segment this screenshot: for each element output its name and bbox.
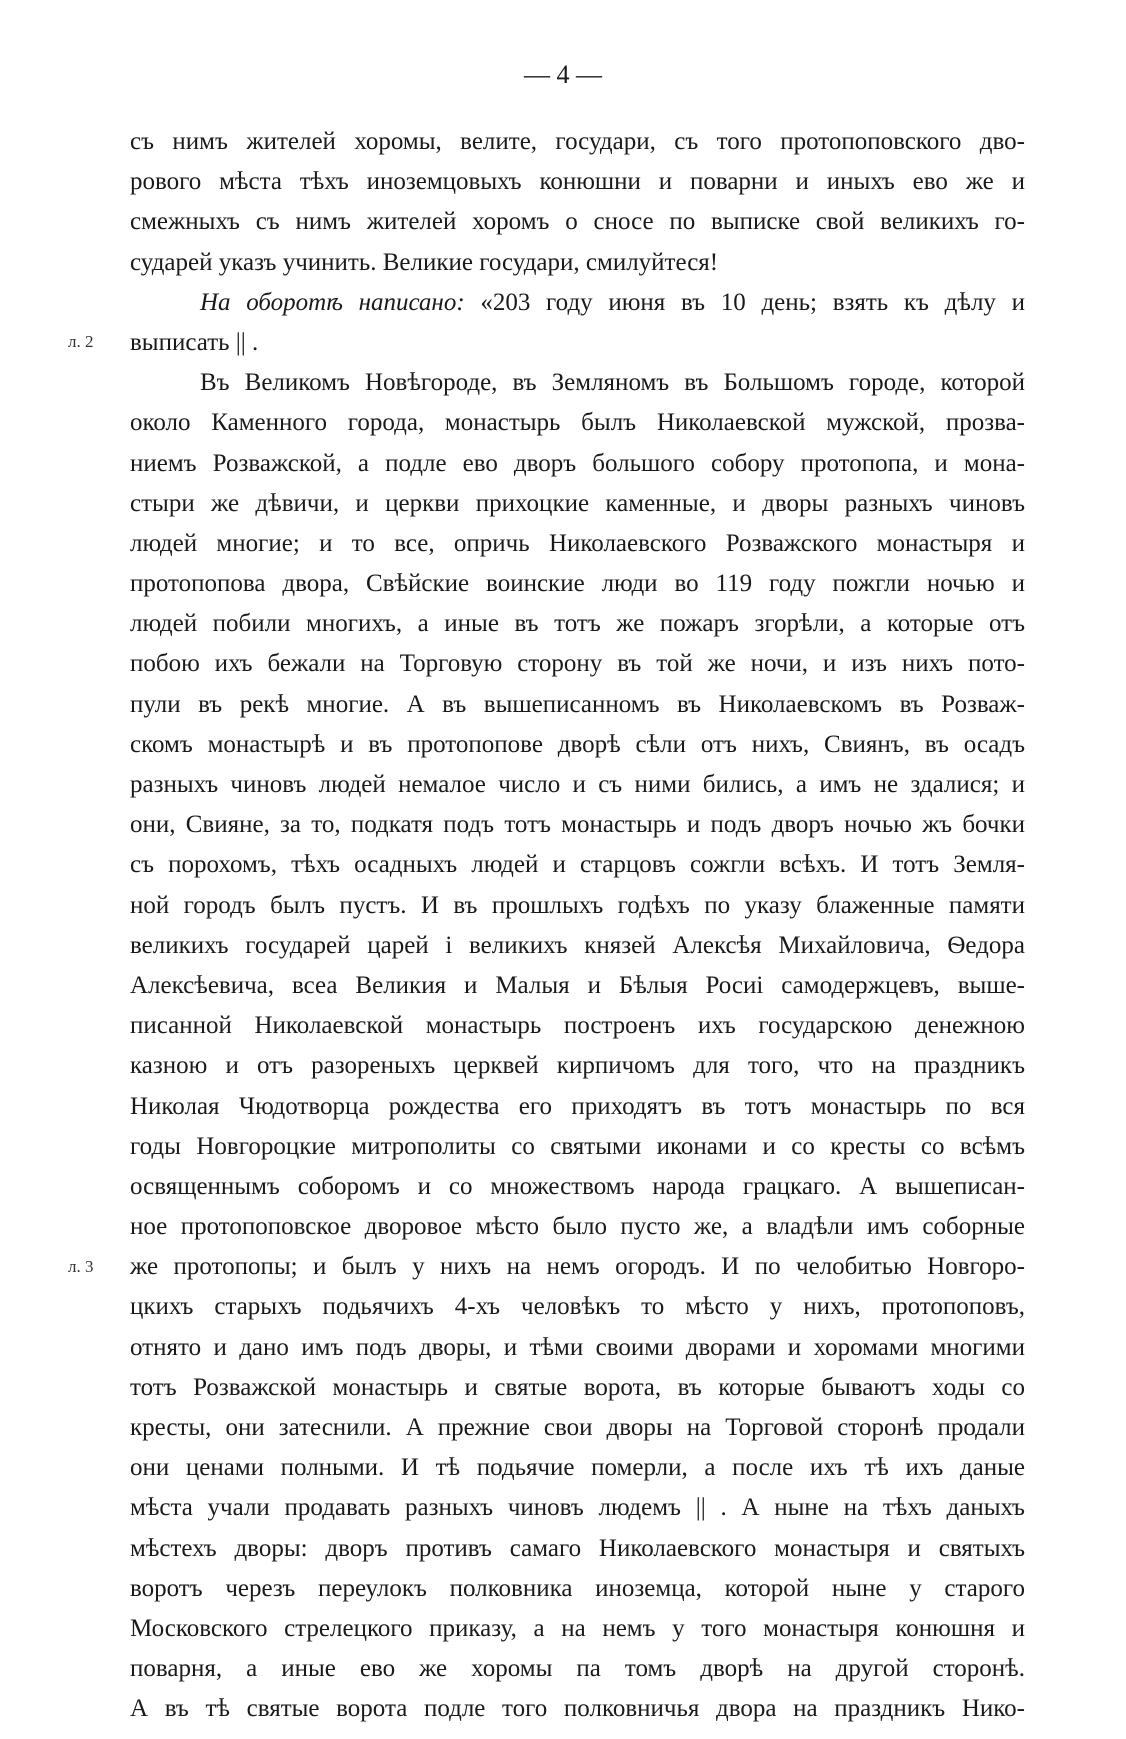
text-line: годы Новгороцкие митрополиты со святыми иконами и со кресты со всѣмъ: [130, 1132, 1025, 1160]
text-line: Въ Великомъ Новѣгороде, въ Земляномъ въ Большомъ городе, которой: [200, 369, 1025, 397]
text-line: протопопова двора, Свѣйские воинские люди во 119 году пожгли ночью и: [130, 570, 1025, 598]
margin-note-leaf-3: л. 3: [68, 1257, 94, 1276]
text-line: цкихъ старыхъ подьячихъ 4-хъ человѣкъ то мѣсто у нихъ, протопоповъ,: [130, 1293, 1025, 1321]
text-line: пули въ рекѣ многие. А въ вышеписанномъ въ Николаевскомъ въ Розваж-: [130, 690, 1025, 718]
text-line: съ нимъ жителей хоромы, велите, государи, съ того протопоповского дво-: [130, 128, 1025, 155]
text-line: воротъ черезъ переулокъ полковника иноземца, которой ныне у старого: [130, 1574, 1025, 1602]
text-line: людей многие; и то все, опричь Николаевского Розважского монастыря и: [130, 529, 1025, 557]
text-line: Николая Чюдотворца рождества его приходятъ въ тотъ монастырь по вся: [130, 1092, 1025, 1120]
text-line: ное протопоповское дворовое мѣсто было пусто же, а владѣли имъ соборные: [130, 1213, 1025, 1241]
page-number: — 4 —: [524, 60, 602, 89]
endorsement-text: «203 году июня въ 10 день; взять къ дѣлу и: [464, 288, 1025, 316]
text-line: же протопопы; и былъ у нихъ на немъ огородъ. И по челобитью Новгоро-: [130, 1253, 1025, 1281]
text-line: ниемъ Розважской, а подле ево дворъ большого собору протопопа, и мона-: [130, 449, 1025, 477]
text-line: выписать || .: [130, 328, 259, 356]
text-line: ной городъ былъ пустъ. И въ прошлыхъ годѣхъ по указу блаженные памяти: [130, 891, 1025, 919]
text-line: скомъ монастырѣ и въ протопопове дворѣ сѣли отъ нихъ, Свиянъ, въ осадъ: [130, 730, 1025, 758]
text-line: Алексѣевича, всеа Великия и Малыя и Бѣлыя Росиі самодержцевъ, выше-: [130, 971, 1025, 999]
text-line: кресты, они затеснили. А прежние свои дворы на Торговой сторонѣ продали: [130, 1414, 1025, 1441]
text-line: мѣста учали продавать разныхъ чиновъ людемъ || . А ныне на тѣхъ даныхъ: [130, 1494, 1025, 1522]
text-line: около Каменного города, монастырь былъ Николаевской мужской, прозва-: [130, 409, 1025, 437]
text-line: Московского стрелецкого приказу, а на немъ у того монастыря конюшня и: [130, 1614, 1025, 1642]
text-line: съ порохомъ, тѣхъ осадныхъ людей и старцовъ сожгли всѣхъ. И тотъ Земля-: [130, 851, 1025, 879]
text-line: А въ тѣ святые ворота подле того полковничья двора на праздникъ Нико-: [130, 1695, 1025, 1723]
text-line: они ценами полными. И тѣ подьячие померли, а после ихъ тѣ ихъ даные: [130, 1454, 1025, 1482]
text-line: побою ихъ бежали на Торговую сторону въ той же ночи, и изъ нихъ пото-: [130, 650, 1025, 678]
margin-note-leaf-2: л. 2: [68, 332, 94, 351]
text-line: людей побили многихъ, а иные въ тотъ же пожаръ згорѣли, а которые отъ: [130, 610, 1025, 638]
text-line: великихъ государей царей і великихъ князей Алексѣя Михайловича, Ѳедора: [130, 931, 1025, 959]
text-line: тотъ Розважской монастырь и святые ворота, въ которые бываютъ ходы со: [130, 1373, 1025, 1401]
text-line: сударей указъ учинить. Великие государи, смилуйтеся!: [130, 248, 719, 276]
body-text: [130, 122, 1025, 1730]
text-line: писанной Николаевской монастырь построенъ ихъ государскою денежною: [130, 1012, 1025, 1040]
text-line: стыри же дѣвичи, и церкви прихоцкие каменные, и дворы разныхъ чиновъ: [130, 489, 1025, 517]
text-line: поварня, а иные ево же хоромы па томъ дворѣ на другой сторонѣ.: [130, 1655, 1025, 1683]
text-line: отнято и дано имъ подъ дворы, и тѣми своими дворами и хоромами многими: [130, 1333, 1025, 1361]
text-line: рового мѣста тѣхъ иноземцовыхъ конюшни и поварни и иныхъ ево же и: [130, 168, 1025, 196]
text-line: [130, 283, 1025, 323]
text-line: разныхъ чиновъ людей немалое число и съ ними бились, а имъ не здалися; и: [130, 771, 1025, 798]
text-line: мѣстехъ дворы: дворъ противъ самаго Николаевского монастыря и святыхъ: [130, 1534, 1025, 1562]
text-line: они, Свияне, за то, подкатя подъ тотъ монастырь и подъ дворъ ночью жъ бочки: [130, 811, 1025, 839]
endorsement-label: На оборотѣ написано:: [200, 288, 465, 316]
text-line: освященнымъ соборомъ и со множествомъ народа грацкаго. А вышеписан-: [130, 1172, 1025, 1200]
text-line: казною и отъ разореныхъ церквей кирпичомъ для того, что на праздникъ: [130, 1052, 1025, 1080]
text-line: смежныхъ съ нимъ жителей хоромъ о сносе по выписке свой великихъ го-: [130, 208, 1025, 236]
